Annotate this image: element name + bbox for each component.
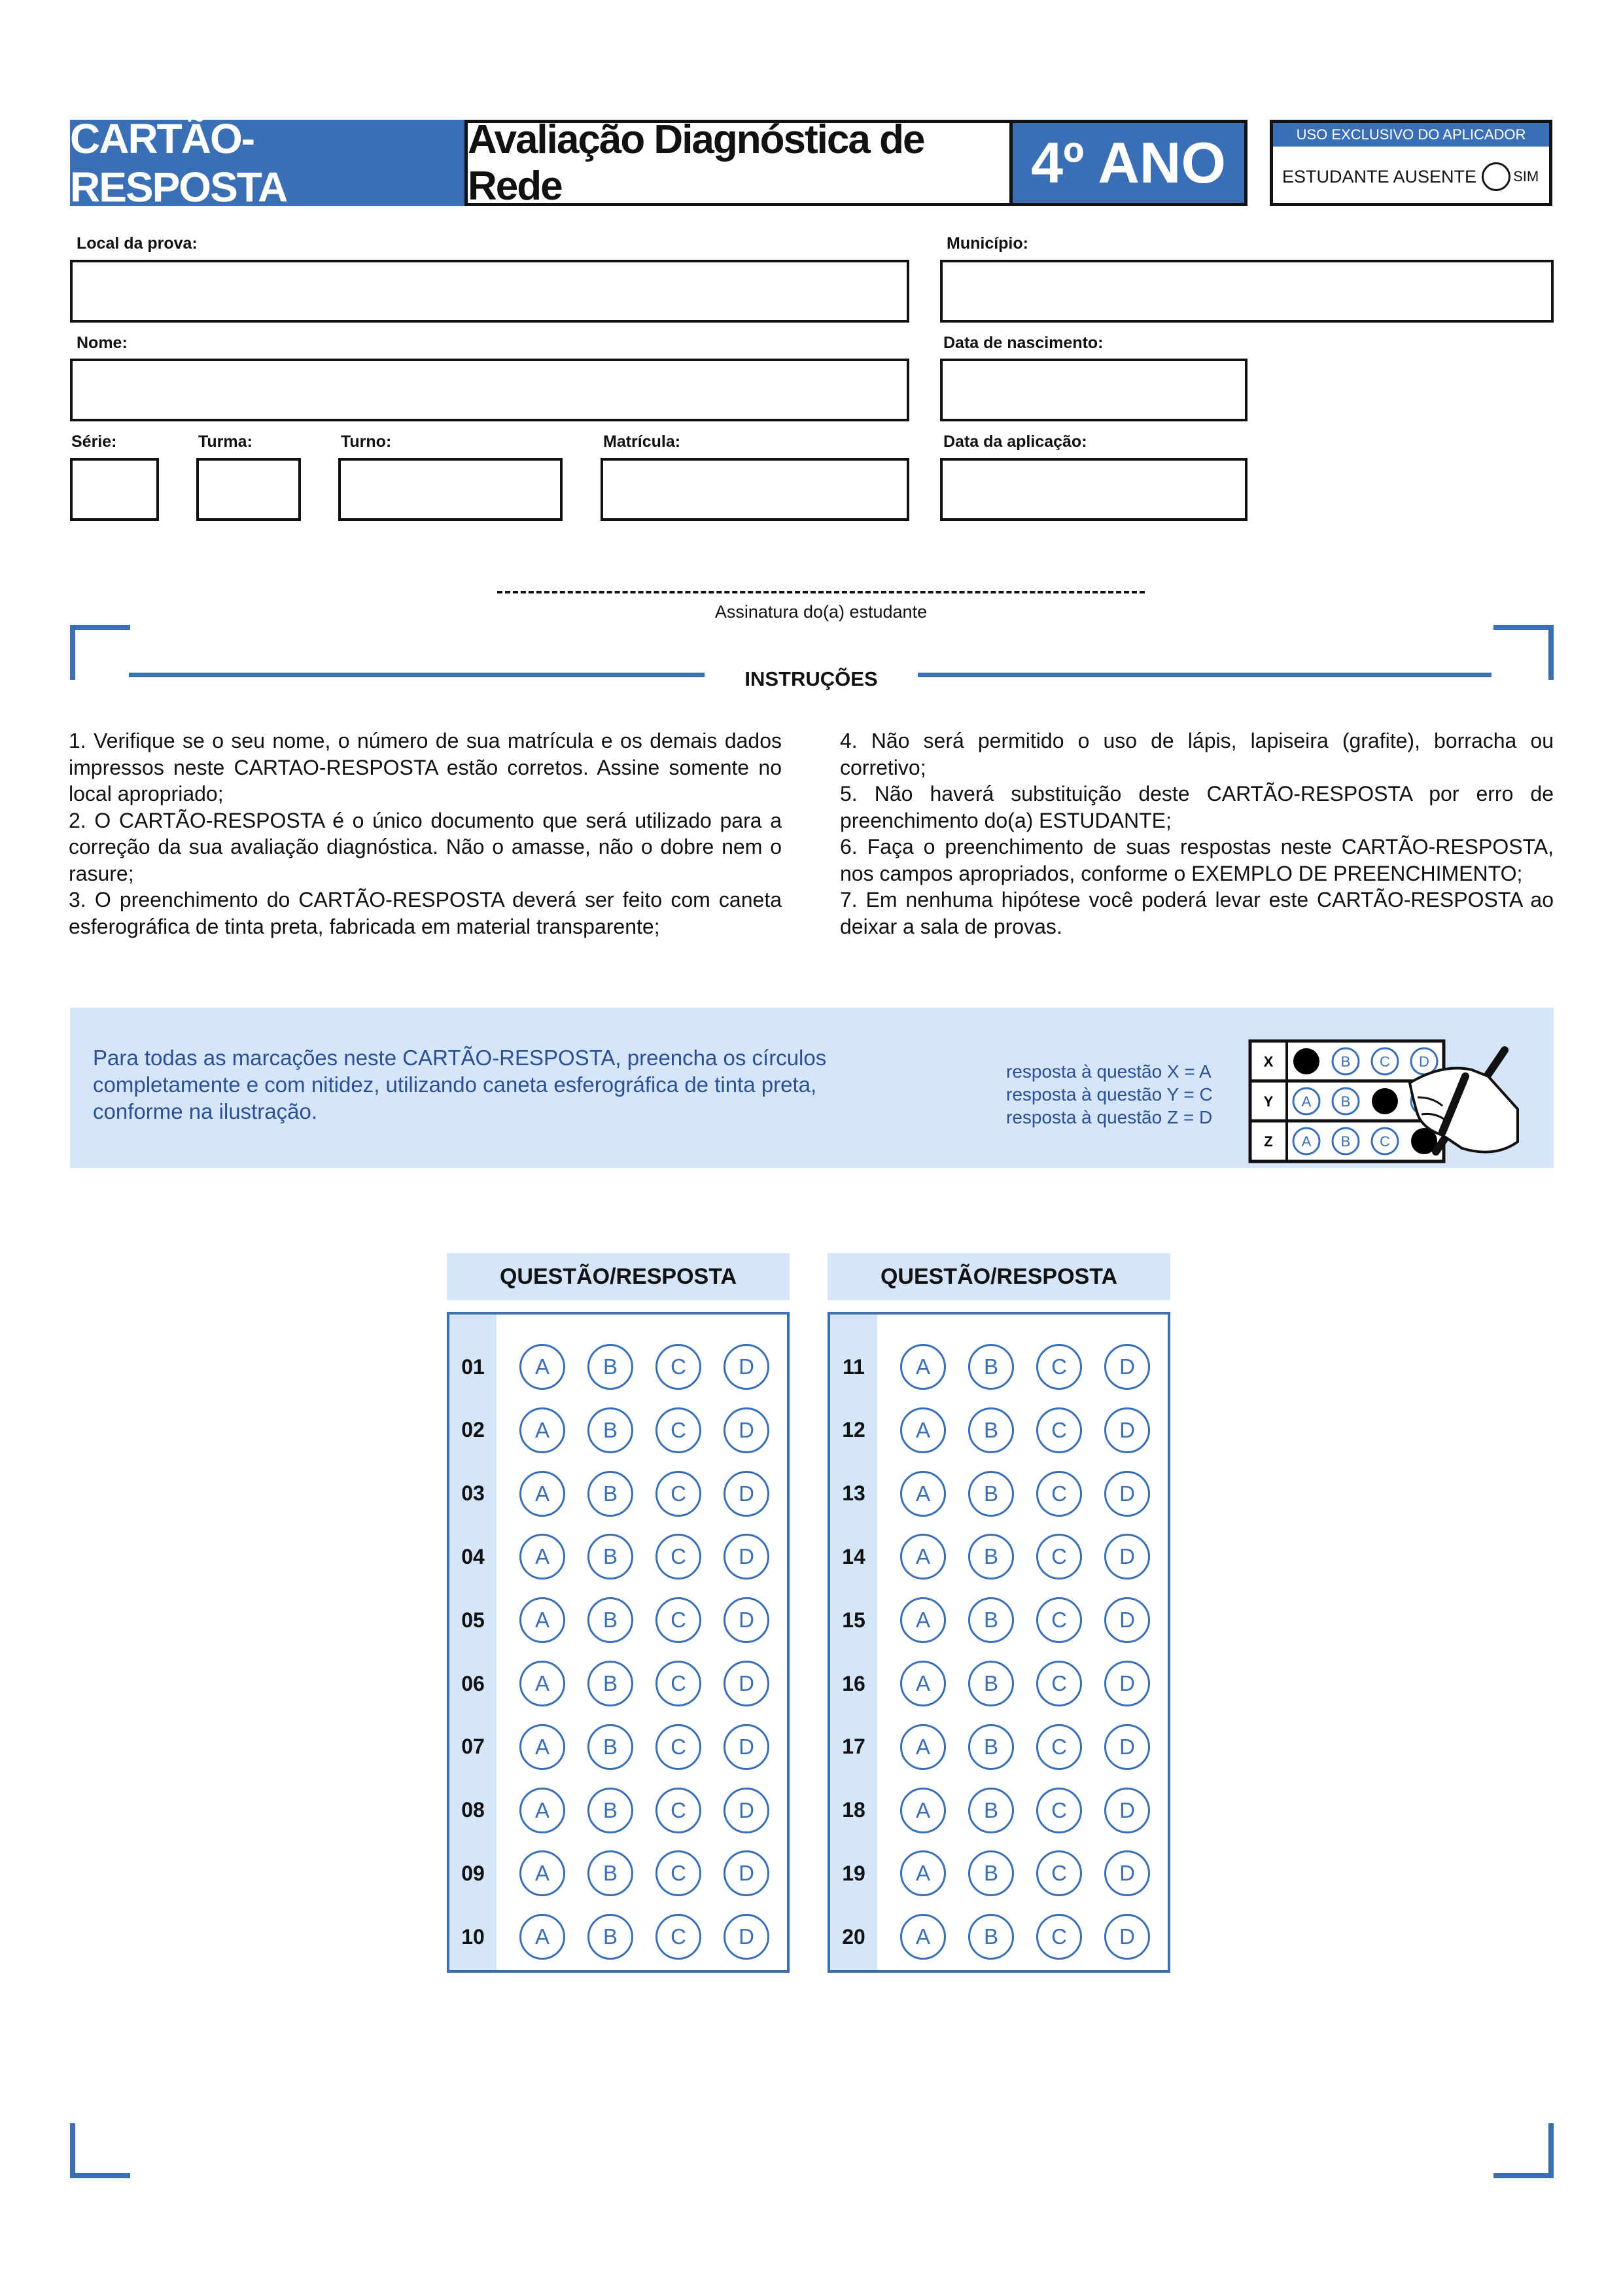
answer-bubble[interactable]: D <box>724 1661 769 1706</box>
grid-heading: QUESTÃO/RESPOSTA <box>447 1253 790 1300</box>
answer-bubble[interactable]: D <box>724 1344 769 1390</box>
serie-field[interactable] <box>70 458 159 521</box>
answer-bubble[interactable]: C <box>655 1407 701 1453</box>
card-title: CARTÃO-RESPOSTA <box>70 120 466 206</box>
answer-bubble[interactable]: B <box>587 1850 633 1896</box>
applicator-box <box>1270 120 1552 206</box>
answer-bubble[interactable]: D <box>1104 1914 1150 1960</box>
answer-bubble[interactable]: A <box>900 1850 946 1896</box>
question-number: 05 <box>461 1608 485 1632</box>
instruction-item: 7. Em nenhuma hipótese você poderá levar este CARTÃO-RESPOSTA ao deixar a sala de provas. <box>840 888 1554 938</box>
grade-label: 4º ANO <box>1009 120 1248 206</box>
answer-bubble[interactable]: A <box>519 1661 565 1706</box>
answer-bubble[interactable]: C <box>1036 1724 1082 1770</box>
question-row <box>830 1724 1168 1770</box>
example-bubble <box>1293 1048 1319 1074</box>
instruction-item: 5. Não haverá substituição deste CARTÃO-RESPOSTA por erro de preenchimento do(a) ESTUDANTE; <box>840 782 1554 832</box>
instructions-title: INSTRUÇÕES <box>744 667 878 690</box>
example-bubble-letter: D <box>1419 1053 1429 1070</box>
answer-bubble[interactable]: D <box>724 1597 769 1643</box>
question-number: 14 <box>842 1544 865 1568</box>
instruction-item: 3. O preenchimento do CARTÃO-RESPOSTA deverá ser feito com caneta esferográfica de tinta preta, fabricada em material transparente; <box>69 888 782 938</box>
corner-mark-top-left <box>70 625 130 680</box>
question-row <box>449 1914 787 1960</box>
example-text: Para todas as marcações neste CARTÃO-RESPOSTA, preencha os círculos completamente e com nitidez, utilizando caneta esferográfica de tinta preta, conforme na ilustração. <box>93 1046 827 1123</box>
legend-item: resposta à questão Y = C <box>1006 1084 1213 1104</box>
grid-heading: QUESTÃO/RESPOSTA <box>828 1253 1170 1300</box>
answer-bubble[interactable]: A <box>900 1344 946 1390</box>
answer-bubble[interactable]: A <box>519 1471 565 1517</box>
question-row <box>449 1407 787 1453</box>
corner-mark-bottom-left <box>70 2123 130 2178</box>
municipio-field[interactable] <box>940 260 1554 323</box>
answer-bubble[interactable]: A <box>519 1344 565 1390</box>
answer-bubble[interactable]: A <box>519 1534 565 1580</box>
absent-option-label: SIM <box>1513 168 1539 185</box>
answer-bubble[interactable]: D <box>1104 1661 1150 1706</box>
instruction-item: 1. Verifique se o seu nome, o número de sua matrícula e os demais dados impressos neste CARTAO-RESPOSTA estão corretos. Assine somente no local apropriado; <box>69 729 782 805</box>
matricula-field[interactable] <box>601 458 909 521</box>
answer-bubble[interactable]: C <box>1036 1597 1082 1643</box>
nome-label: Nome: <box>77 334 128 352</box>
answer-grid <box>828 1312 1170 1973</box>
answer-bubble[interactable]: D <box>1104 1724 1150 1770</box>
turno-label: Turno: <box>341 433 392 451</box>
answer-bubble[interactable]: A <box>900 1597 946 1643</box>
example-illustration <box>1246 1037 1521 1168</box>
answer-bubble[interactable]: C <box>1036 1661 1082 1706</box>
question-row <box>449 1471 787 1517</box>
answer-bubble[interactable]: B <box>587 1344 633 1390</box>
nascimento-field[interactable] <box>940 359 1248 421</box>
example-bubble-letter: B <box>1340 1053 1351 1070</box>
answer-bubble[interactable]: A <box>900 1914 946 1960</box>
answer-bubble[interactable]: A <box>900 1471 946 1517</box>
question-number: 13 <box>842 1481 865 1506</box>
question-row <box>830 1597 1168 1643</box>
example-row-label: X <box>1263 1053 1274 1070</box>
answer-bubble[interactable]: D <box>1104 1471 1150 1517</box>
question-row <box>449 1534 787 1580</box>
legend-item: resposta à questão X = A <box>1006 1061 1212 1082</box>
example-bubble-letter: A <box>1301 1133 1312 1150</box>
answer-bubble[interactable]: C <box>655 1724 701 1770</box>
answer-bubble[interactable]: A <box>900 1661 946 1706</box>
answer-bubble[interactable]: D <box>1104 1597 1150 1643</box>
local-field[interactable] <box>70 260 909 323</box>
answer-bubble[interactable]: B <box>968 1534 1014 1580</box>
legend-item: resposta à questão Z = D <box>1006 1107 1213 1127</box>
question-row <box>830 1850 1168 1896</box>
question-number: 04 <box>461 1544 485 1568</box>
question-number: 18 <box>842 1798 865 1822</box>
answer-bubble[interactable]: C <box>1036 1788 1082 1833</box>
answer-bubble[interactable]: C <box>655 1597 701 1643</box>
answer-bubble[interactable]: D <box>724 1471 769 1517</box>
aplicacao-field[interactable] <box>940 458 1248 521</box>
question-row <box>449 1344 787 1390</box>
answer-bubble[interactable]: C <box>1036 1407 1082 1453</box>
turno-field[interactable] <box>338 458 563 521</box>
question-row <box>449 1597 787 1643</box>
answer-bubble[interactable]: D <box>1104 1407 1150 1453</box>
nome-field[interactable] <box>70 359 909 421</box>
question-number: 12 <box>842 1418 865 1442</box>
instructions-rule-left <box>129 673 705 677</box>
question-number: 16 <box>842 1671 865 1695</box>
signature-label: Assinatura do(a) estudante <box>714 602 928 622</box>
answer-bubble[interactable]: A <box>519 1914 565 1960</box>
answer-bubble[interactable]: A <box>900 1534 946 1580</box>
answer-bubble[interactable]: D <box>724 1850 769 1896</box>
question-number: 10 <box>461 1924 485 1949</box>
turma-field[interactable] <box>196 458 301 521</box>
answer-bubble[interactable]: B <box>968 1344 1014 1390</box>
applicator-heading: USO EXCLUSIVO DO APLICADOR <box>1273 123 1549 147</box>
answer-bubble[interactable]: A <box>519 1597 565 1643</box>
answer-bubble[interactable]: C <box>655 1534 701 1580</box>
answer-bubble[interactable]: C <box>655 1850 701 1896</box>
answer-bubble[interactable]: A <box>519 1788 565 1833</box>
answer-bubble[interactable]: A <box>519 1407 565 1453</box>
question-number: 20 <box>842 1924 865 1949</box>
answer-bubble[interactable]: B <box>587 1407 633 1453</box>
answer-bubble[interactable]: D <box>1104 1788 1150 1833</box>
question-row <box>830 1407 1168 1453</box>
instructions-left-column <box>69 728 782 940</box>
serie-label: Série: <box>71 433 117 451</box>
question-row <box>449 1788 787 1833</box>
answer-bubble[interactable]: C <box>1036 1850 1082 1896</box>
question-number: 07 <box>461 1735 485 1759</box>
answer-bubble[interactable]: D <box>1104 1344 1150 1390</box>
example-row-label: Y <box>1263 1093 1274 1110</box>
example-bubble-letter: C <box>1380 1133 1390 1150</box>
question-number: 11 <box>843 1354 865 1379</box>
instructions-rule-right <box>918 673 1492 677</box>
question-number: 15 <box>842 1608 865 1632</box>
answer-bubble[interactable]: A <box>519 1850 565 1896</box>
answer-bubble[interactable]: B <box>968 1661 1014 1706</box>
answer-bubble[interactable]: D <box>724 1534 769 1580</box>
turma-label: Turma: <box>198 433 253 451</box>
question-number: 17 <box>842 1735 865 1759</box>
answer-bubble[interactable]: B <box>968 1850 1014 1896</box>
answer-bubble[interactable]: B <box>587 1661 633 1706</box>
answer-bubble[interactable]: B <box>968 1407 1014 1453</box>
answer-bubble[interactable]: B <box>968 1788 1014 1833</box>
question-number: 19 <box>842 1861 865 1885</box>
question-row <box>830 1788 1168 1833</box>
answer-bubble[interactable]: B <box>587 1597 633 1643</box>
answer-bubble[interactable]: C <box>655 1661 701 1706</box>
answer-bubble[interactable]: B <box>587 1724 633 1770</box>
signature-line[interactable] <box>497 591 1145 593</box>
answer-bubble[interactable]: D <box>724 1407 769 1453</box>
answer-bubble[interactable]: D <box>1104 1850 1150 1896</box>
answer-bubble[interactable]: D <box>724 1914 769 1960</box>
nascimento-label: Data de nascimento: <box>943 334 1104 352</box>
answer-bubble[interactable]: C <box>655 1788 701 1833</box>
answer-bubble[interactable]: C <box>655 1914 701 1960</box>
example-bubble-letter: B <box>1340 1093 1351 1110</box>
instruction-item: 6. Faça o preenchimento de suas respostas neste CARTÃO-RESPOSTA, nos campos apropriados, conforme o EXEMPLO DE PREENCHIMENTO; <box>840 835 1554 885</box>
instruction-item: 4. Não será permitido o uso de lápis, lapiseira (grafite), borracha ou corretivo; <box>840 729 1554 779</box>
answer-bubble[interactable]: B <box>587 1471 633 1517</box>
municipio-label: Município: <box>947 234 1028 253</box>
local-label: Local da prova: <box>77 234 198 253</box>
answer-grid <box>447 1312 790 1973</box>
question-row <box>830 1661 1168 1706</box>
example-row-label: Z <box>1264 1133 1273 1150</box>
question-number: 08 <box>461 1798 485 1822</box>
question-row <box>830 1344 1168 1390</box>
question-row <box>449 1661 787 1706</box>
assessment-title: Avaliação Diagnóstica de Rede <box>464 120 1013 206</box>
instructions-right-column <box>840 728 1554 940</box>
question-number: 06 <box>461 1671 485 1695</box>
answer-bubble[interactable]: A <box>519 1724 565 1770</box>
answer-bubble[interactable]: A <box>900 1724 946 1770</box>
answer-bubble[interactable]: C <box>1036 1344 1082 1390</box>
corner-mark-bottom-right <box>1493 2123 1554 2178</box>
answer-bubble[interactable]: C <box>1036 1534 1082 1580</box>
example-bubble-letter: A <box>1301 1093 1312 1110</box>
absent-label: ESTUDANTE AUSENTE <box>1282 166 1477 186</box>
question-row <box>830 1534 1168 1580</box>
answer-bubble[interactable]: B <box>587 1534 633 1580</box>
question-number: 01 <box>461 1354 485 1379</box>
answer-bubble[interactable]: B <box>968 1597 1014 1643</box>
question-number: 09 <box>461 1861 485 1885</box>
answer-bubble[interactable]: C <box>655 1344 701 1390</box>
question-row <box>830 1914 1168 1960</box>
example-bubble-letter: B <box>1340 1133 1351 1150</box>
question-number: 02 <box>461 1418 485 1442</box>
answer-bubble[interactable]: D <box>1104 1534 1150 1580</box>
instruction-item: 2. O CARTÃO-RESPOSTA é o único documento que será utilizado para a correção da sua avaliação diagnóstica. Não o amasse, não o dobre nem o rasure; <box>69 808 782 885</box>
example-bubble-letter: C <box>1380 1053 1390 1070</box>
corner-mark-top-right <box>1493 625 1554 680</box>
example-legend <box>1006 1060 1242 1129</box>
question-row <box>830 1471 1168 1517</box>
question-row <box>449 1850 787 1896</box>
answer-bubble[interactable]: B <box>587 1788 633 1833</box>
answer-bubble[interactable]: B <box>587 1914 633 1960</box>
question-row <box>449 1724 787 1770</box>
answer-bubble[interactable]: B <box>968 1471 1014 1517</box>
answer-bubble[interactable]: A <box>900 1788 946 1833</box>
aplicacao-label: Data da aplicação: <box>943 433 1087 451</box>
answer-bubble[interactable]: D <box>724 1724 769 1770</box>
absent-bubble[interactable] <box>1482 162 1510 191</box>
answer-bubble[interactable]: C <box>1036 1471 1082 1517</box>
answer-bubble[interactable]: C <box>655 1471 701 1517</box>
answer-bubble[interactable]: C <box>1036 1914 1082 1960</box>
matricula-label: Matrícula: <box>603 433 681 451</box>
example-bubble <box>1372 1088 1398 1114</box>
answer-bubble[interactable]: B <box>968 1914 1014 1960</box>
answer-bubble[interactable]: B <box>968 1724 1014 1770</box>
answer-bubble[interactable]: D <box>724 1788 769 1833</box>
answer-bubble[interactable]: A <box>900 1407 946 1453</box>
question-number: 03 <box>461 1481 485 1506</box>
